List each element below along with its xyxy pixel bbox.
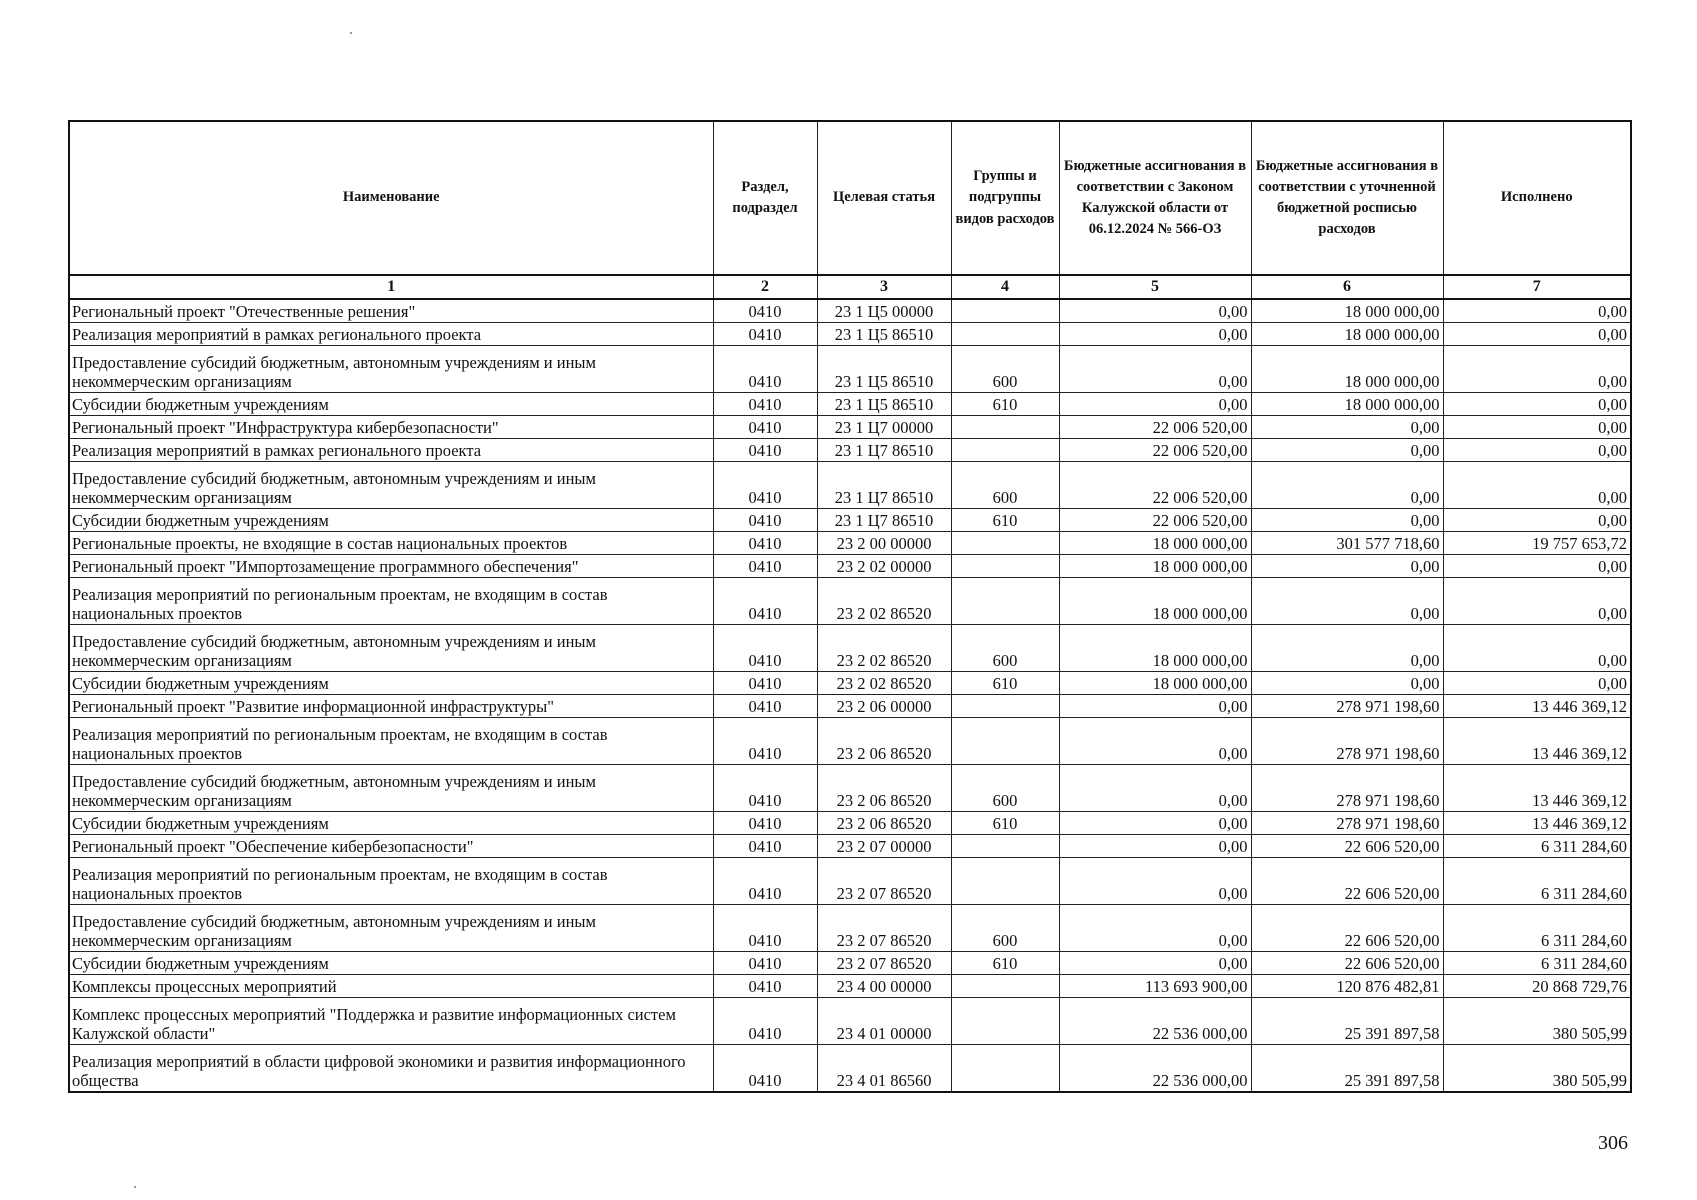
column-number: 3 bbox=[817, 275, 951, 299]
target-article-cell: 23 1 Ц5 86510 bbox=[817, 346, 951, 393]
section-code-cell: 0410 bbox=[713, 532, 817, 555]
revised-allocation-cell: 22 606 520,00 bbox=[1251, 835, 1443, 858]
column-number: 5 bbox=[1059, 275, 1251, 299]
law-allocation-cell: 18 000 000,00 bbox=[1059, 578, 1251, 625]
expense-group-cell: 610 bbox=[951, 509, 1059, 532]
row-name-cell: Региональный проект "Развитие информационной инфраструктуры" bbox=[69, 695, 713, 718]
law-allocation-cell: 0,00 bbox=[1059, 393, 1251, 416]
expense-group-cell bbox=[951, 975, 1059, 998]
column-number: 7 bbox=[1443, 275, 1631, 299]
table-row bbox=[69, 532, 1631, 555]
section-code-cell: 0410 bbox=[713, 695, 817, 718]
executed-amount-cell: 0,00 bbox=[1443, 393, 1631, 416]
revised-allocation-cell: 0,00 bbox=[1251, 625, 1443, 672]
law-allocation-cell: 0,00 bbox=[1059, 695, 1251, 718]
executed-amount-cell: 0,00 bbox=[1443, 416, 1631, 439]
expense-group-cell: 600 bbox=[951, 905, 1059, 952]
executed-amount-cell: 13 446 369,12 bbox=[1443, 695, 1631, 718]
expense-group-cell: 600 bbox=[951, 765, 1059, 812]
header-name: Наименование bbox=[69, 121, 713, 275]
expense-group-cell bbox=[951, 835, 1059, 858]
table-row bbox=[69, 1045, 1631, 1093]
executed-amount-cell: 0,00 bbox=[1443, 509, 1631, 532]
table-row bbox=[69, 975, 1631, 998]
executed-amount-cell: 0,00 bbox=[1443, 346, 1631, 393]
revised-allocation-cell: 22 606 520,00 bbox=[1251, 858, 1443, 905]
law-allocation-cell: 22 006 520,00 bbox=[1059, 416, 1251, 439]
section-code-cell: 0410 bbox=[713, 416, 817, 439]
section-code-cell: 0410 bbox=[713, 462, 817, 509]
target-article-cell: 23 2 02 86520 bbox=[817, 625, 951, 672]
section-code-cell: 0410 bbox=[713, 299, 817, 323]
section-code-cell: 0410 bbox=[713, 952, 817, 975]
target-article-cell: 23 4 01 86560 bbox=[817, 1045, 951, 1093]
law-allocation-cell: 18 000 000,00 bbox=[1059, 555, 1251, 578]
expense-group-cell: 610 bbox=[951, 952, 1059, 975]
row-name-cell: Предоставление субсидий бюджетным, автономным учреждениям и иным некоммерческим организациям bbox=[69, 765, 713, 812]
row-name-cell: Реализация мероприятий по региональным проектам, не входящим в состав национальных проектов bbox=[69, 578, 713, 625]
target-article-cell: 23 2 07 86520 bbox=[817, 858, 951, 905]
row-name-cell: Субсидии бюджетным учреждениям bbox=[69, 393, 713, 416]
law-allocation-cell: 0,00 bbox=[1059, 905, 1251, 952]
table-row bbox=[69, 858, 1631, 905]
row-name-cell: Комплексы процессных мероприятий bbox=[69, 975, 713, 998]
executed-amount-cell: 13 446 369,12 bbox=[1443, 765, 1631, 812]
target-article-cell: 23 1 Ц5 86510 bbox=[817, 393, 951, 416]
table-row bbox=[69, 555, 1631, 578]
law-allocation-cell: 113 693 900,00 bbox=[1059, 975, 1251, 998]
expense-group-cell: 600 bbox=[951, 625, 1059, 672]
section-code-cell: 0410 bbox=[713, 975, 817, 998]
executed-amount-cell: 6 311 284,60 bbox=[1443, 952, 1631, 975]
row-name-cell: Региональный проект "Отечественные решения" bbox=[69, 299, 713, 323]
target-article-cell: 23 2 06 86520 bbox=[817, 765, 951, 812]
target-article-cell: 23 4 00 00000 bbox=[817, 975, 951, 998]
row-name-cell: Региональный проект "Инфраструктура кибербезопасности" bbox=[69, 416, 713, 439]
table-row bbox=[69, 672, 1631, 695]
revised-allocation-cell: 0,00 bbox=[1251, 555, 1443, 578]
revised-allocation-cell: 25 391 897,58 bbox=[1251, 998, 1443, 1045]
revised-allocation-cell: 278 971 198,60 bbox=[1251, 765, 1443, 812]
revised-allocation-cell: 0,00 bbox=[1251, 416, 1443, 439]
expense-group-cell bbox=[951, 416, 1059, 439]
header-expense-groups: Группы и подгруппы видов расходов bbox=[951, 121, 1059, 275]
expense-group-cell bbox=[951, 555, 1059, 578]
table-row bbox=[69, 439, 1631, 462]
executed-amount-cell: 0,00 bbox=[1443, 555, 1631, 578]
executed-amount-cell: 6 311 284,60 bbox=[1443, 835, 1631, 858]
target-article-cell: 23 2 07 86520 bbox=[817, 905, 951, 952]
section-code-cell: 0410 bbox=[713, 323, 817, 346]
revised-allocation-cell: 278 971 198,60 bbox=[1251, 812, 1443, 835]
section-code-cell: 0410 bbox=[713, 812, 817, 835]
table-header-row bbox=[69, 121, 1631, 275]
column-number: 4 bbox=[951, 275, 1059, 299]
target-article-cell: 23 2 06 00000 bbox=[817, 695, 951, 718]
law-allocation-cell: 0,00 bbox=[1059, 718, 1251, 765]
expense-group-cell: 610 bbox=[951, 812, 1059, 835]
revised-allocation-cell: 18 000 000,00 bbox=[1251, 393, 1443, 416]
table-row bbox=[69, 718, 1631, 765]
expense-group-cell bbox=[951, 1045, 1059, 1093]
column-number: 6 bbox=[1251, 275, 1443, 299]
table-row bbox=[69, 393, 1631, 416]
scan-speck bbox=[134, 1186, 136, 1188]
law-allocation-cell: 22 536 000,00 bbox=[1059, 1045, 1251, 1093]
executed-amount-cell: 0,00 bbox=[1443, 299, 1631, 323]
revised-allocation-cell: 301 577 718,60 bbox=[1251, 532, 1443, 555]
table-row bbox=[69, 952, 1631, 975]
section-code-cell: 0410 bbox=[713, 858, 817, 905]
row-name-cell: Субсидии бюджетным учреждениям bbox=[69, 952, 713, 975]
table-row bbox=[69, 695, 1631, 718]
table-row bbox=[69, 509, 1631, 532]
law-allocation-cell: 0,00 bbox=[1059, 765, 1251, 812]
target-article-cell: 23 1 Ц7 86510 bbox=[817, 439, 951, 462]
expense-group-cell bbox=[951, 998, 1059, 1045]
executed-amount-cell: 13 446 369,12 bbox=[1443, 718, 1631, 765]
table-row bbox=[69, 765, 1631, 812]
column-number: 1 bbox=[69, 275, 713, 299]
header-executed: Исполнено bbox=[1443, 121, 1631, 275]
expense-group-cell: 600 bbox=[951, 462, 1059, 509]
header-law-allocations: Бюджетные ассигнования в соответствии с Законом Калужской области от 06.12.2024 № 566-ОЗ bbox=[1059, 121, 1251, 275]
law-allocation-cell: 0,00 bbox=[1059, 952, 1251, 975]
column-number-row bbox=[69, 275, 1631, 299]
table-row bbox=[69, 416, 1631, 439]
expense-group-cell: 600 bbox=[951, 346, 1059, 393]
row-name-cell: Предоставление субсидий бюджетным, автономным учреждениям и иным некоммерческим организациям bbox=[69, 346, 713, 393]
law-allocation-cell: 0,00 bbox=[1059, 858, 1251, 905]
row-name-cell: Реализация мероприятий в рамках регионального проекта bbox=[69, 323, 713, 346]
target-article-cell: 23 1 Ц7 86510 bbox=[817, 509, 951, 532]
executed-amount-cell: 0,00 bbox=[1443, 439, 1631, 462]
target-article-cell: 23 4 01 00000 bbox=[817, 998, 951, 1045]
executed-amount-cell: 13 446 369,12 bbox=[1443, 812, 1631, 835]
header-section: Раздел, подраздел bbox=[713, 121, 817, 275]
section-code-cell: 0410 bbox=[713, 718, 817, 765]
section-code-cell: 0410 bbox=[713, 625, 817, 672]
law-allocation-cell: 0,00 bbox=[1059, 323, 1251, 346]
revised-allocation-cell: 0,00 bbox=[1251, 439, 1443, 462]
law-allocation-cell: 22 006 520,00 bbox=[1059, 439, 1251, 462]
revised-allocation-cell: 0,00 bbox=[1251, 462, 1443, 509]
revised-allocation-cell: 0,00 bbox=[1251, 578, 1443, 625]
revised-allocation-cell: 22 606 520,00 bbox=[1251, 952, 1443, 975]
section-code-cell: 0410 bbox=[713, 555, 817, 578]
target-article-cell: 23 2 06 86520 bbox=[817, 718, 951, 765]
target-article-cell: 23 1 Ц5 00000 bbox=[817, 299, 951, 323]
scan-speck bbox=[350, 32, 352, 34]
expense-group-cell bbox=[951, 323, 1059, 346]
expense-group-cell bbox=[951, 299, 1059, 323]
law-allocation-cell: 18 000 000,00 bbox=[1059, 625, 1251, 672]
row-name-cell: Реализация мероприятий по региональным проектам, не входящим в состав национальных проектов bbox=[69, 718, 713, 765]
table-row bbox=[69, 625, 1631, 672]
budget-document bbox=[68, 120, 1630, 1093]
executed-amount-cell: 0,00 bbox=[1443, 323, 1631, 346]
section-code-cell: 0410 bbox=[713, 1045, 817, 1093]
section-code-cell: 0410 bbox=[713, 439, 817, 462]
expense-group-cell bbox=[951, 718, 1059, 765]
revised-allocation-cell: 18 000 000,00 bbox=[1251, 323, 1443, 346]
executed-amount-cell: 6 311 284,60 bbox=[1443, 858, 1631, 905]
executed-amount-cell: 0,00 bbox=[1443, 672, 1631, 695]
row-name-cell: Реализация мероприятий в области цифровой экономики и развития информационного общества bbox=[69, 1045, 713, 1093]
header-target-article: Целевая статья bbox=[817, 121, 951, 275]
target-article-cell: 23 2 02 86520 bbox=[817, 672, 951, 695]
row-name-cell: Региональный проект "Импортозамещение программного обеспечения" bbox=[69, 555, 713, 578]
section-code-cell: 0410 bbox=[713, 393, 817, 416]
budget-table bbox=[68, 120, 1632, 1093]
revised-allocation-cell: 22 606 520,00 bbox=[1251, 905, 1443, 952]
section-code-cell: 0410 bbox=[713, 835, 817, 858]
expense-group-cell bbox=[951, 858, 1059, 905]
table-row bbox=[69, 812, 1631, 835]
section-code-cell: 0410 bbox=[713, 998, 817, 1045]
target-article-cell: 23 2 02 00000 bbox=[817, 555, 951, 578]
revised-allocation-cell: 120 876 482,81 bbox=[1251, 975, 1443, 998]
revised-allocation-cell: 25 391 897,58 bbox=[1251, 1045, 1443, 1093]
table-row bbox=[69, 299, 1631, 323]
section-code-cell: 0410 bbox=[713, 346, 817, 393]
row-name-cell: Предоставление субсидий бюджетным, автономным учреждениям и иным некоммерческим организациям bbox=[69, 625, 713, 672]
executed-amount-cell: 20 868 729,76 bbox=[1443, 975, 1631, 998]
table-row bbox=[69, 835, 1631, 858]
table-row bbox=[69, 578, 1631, 625]
revised-allocation-cell: 0,00 bbox=[1251, 672, 1443, 695]
revised-allocation-cell: 18 000 000,00 bbox=[1251, 346, 1443, 393]
row-name-cell: Региональные проекты, не входящие в состав национальных проектов bbox=[69, 532, 713, 555]
executed-amount-cell: 0,00 bbox=[1443, 578, 1631, 625]
row-name-cell: Субсидии бюджетным учреждениям bbox=[69, 812, 713, 835]
column-number: 2 bbox=[713, 275, 817, 299]
row-name-cell: Реализация мероприятий по региональным проектам, не входящим в состав национальных проектов bbox=[69, 858, 713, 905]
target-article-cell: 23 1 Ц5 86510 bbox=[817, 323, 951, 346]
executed-amount-cell: 0,00 bbox=[1443, 625, 1631, 672]
section-code-cell: 0410 bbox=[713, 578, 817, 625]
revised-allocation-cell: 278 971 198,60 bbox=[1251, 718, 1443, 765]
executed-amount-cell: 380 505,99 bbox=[1443, 1045, 1631, 1093]
row-name-cell: Предоставление субсидий бюджетным, автономным учреждениям и иным некоммерческим организациям bbox=[69, 462, 713, 509]
section-code-cell: 0410 bbox=[713, 765, 817, 812]
row-name-cell: Предоставление субсидий бюджетным, автономным учреждениям и иным некоммерческим организациям bbox=[69, 905, 713, 952]
section-code-cell: 0410 bbox=[713, 905, 817, 952]
target-article-cell: 23 1 Ц7 00000 bbox=[817, 416, 951, 439]
expense-group-cell: 610 bbox=[951, 393, 1059, 416]
header-revised-allocations: Бюджетные ассигнования в соответствии с уточненной бюджетной росписью расходов bbox=[1251, 121, 1443, 275]
executed-amount-cell: 19 757 653,72 bbox=[1443, 532, 1631, 555]
law-allocation-cell: 0,00 bbox=[1059, 346, 1251, 393]
section-code-cell: 0410 bbox=[713, 672, 817, 695]
revised-allocation-cell: 0,00 bbox=[1251, 509, 1443, 532]
section-code-cell: 0410 bbox=[713, 509, 817, 532]
expense-group-cell bbox=[951, 578, 1059, 625]
revised-allocation-cell: 278 971 198,60 bbox=[1251, 695, 1443, 718]
executed-amount-cell: 6 311 284,60 bbox=[1443, 905, 1631, 952]
row-name-cell: Субсидии бюджетным учреждениям bbox=[69, 672, 713, 695]
law-allocation-cell: 18 000 000,00 bbox=[1059, 532, 1251, 555]
row-name-cell: Реализация мероприятий в рамках регионального проекта bbox=[69, 439, 713, 462]
revised-allocation-cell: 18 000 000,00 bbox=[1251, 299, 1443, 323]
law-allocation-cell: 22 536 000,00 bbox=[1059, 998, 1251, 1045]
table-row bbox=[69, 905, 1631, 952]
page-number: 306 bbox=[1598, 1132, 1628, 1154]
table-row bbox=[69, 462, 1631, 509]
target-article-cell: 23 1 Ц7 86510 bbox=[817, 462, 951, 509]
target-article-cell: 23 2 07 86520 bbox=[817, 952, 951, 975]
target-article-cell: 23 2 07 00000 bbox=[817, 835, 951, 858]
table-row bbox=[69, 323, 1631, 346]
law-allocation-cell: 0,00 bbox=[1059, 812, 1251, 835]
law-allocation-cell: 0,00 bbox=[1059, 835, 1251, 858]
executed-amount-cell: 380 505,99 bbox=[1443, 998, 1631, 1045]
law-allocation-cell: 22 006 520,00 bbox=[1059, 462, 1251, 509]
executed-amount-cell: 0,00 bbox=[1443, 462, 1631, 509]
expense-group-cell: 610 bbox=[951, 672, 1059, 695]
expense-group-cell bbox=[951, 439, 1059, 462]
row-name-cell: Региональный проект "Обеспечение кибербезопасности" bbox=[69, 835, 713, 858]
target-article-cell: 23 2 00 00000 bbox=[817, 532, 951, 555]
table-row bbox=[69, 346, 1631, 393]
expense-group-cell bbox=[951, 695, 1059, 718]
law-allocation-cell: 0,00 bbox=[1059, 299, 1251, 323]
table-row bbox=[69, 998, 1631, 1045]
law-allocation-cell: 18 000 000,00 bbox=[1059, 672, 1251, 695]
law-allocation-cell: 22 006 520,00 bbox=[1059, 509, 1251, 532]
row-name-cell: Комплекс процессных мероприятий "Поддержка и развитие информационных систем Калужской области" bbox=[69, 998, 713, 1045]
expense-group-cell bbox=[951, 532, 1059, 555]
target-article-cell: 23 2 02 86520 bbox=[817, 578, 951, 625]
target-article-cell: 23 2 06 86520 bbox=[817, 812, 951, 835]
row-name-cell: Субсидии бюджетным учреждениям bbox=[69, 509, 713, 532]
